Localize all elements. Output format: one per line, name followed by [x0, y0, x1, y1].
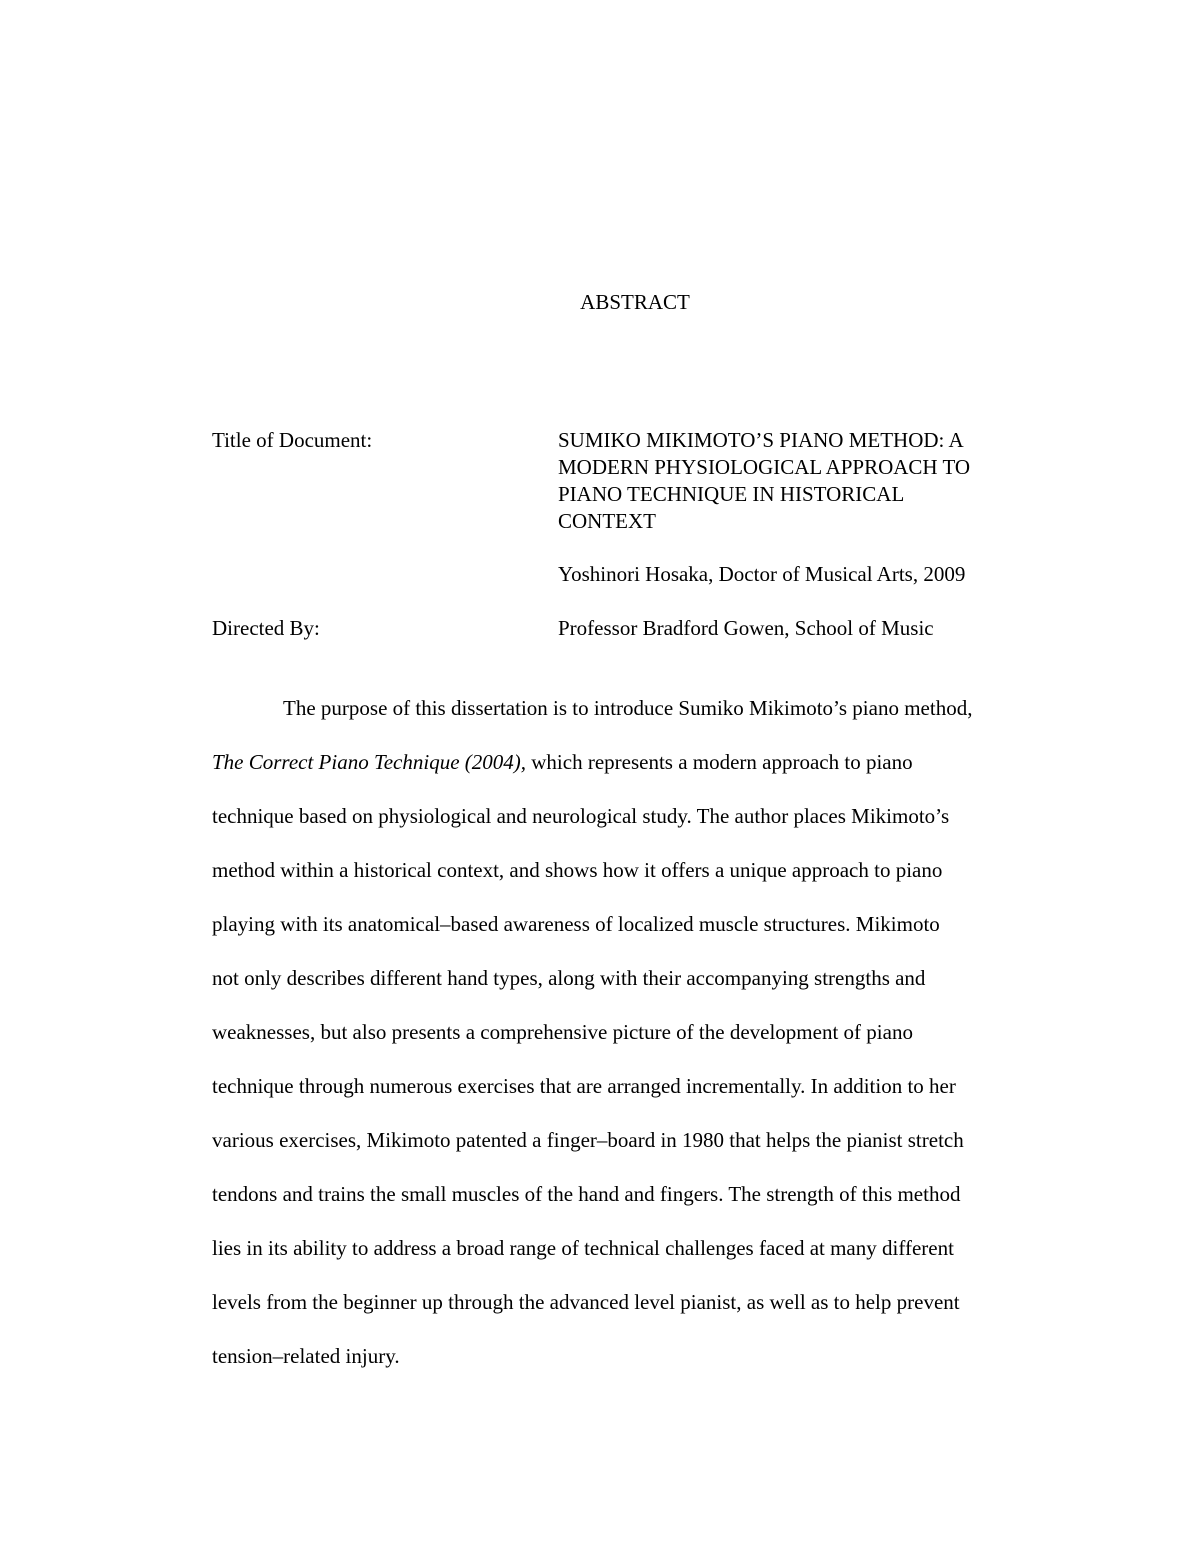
body-line: levels from the beginner up through the advanced level pianist, as well as to help prevent [212, 1290, 960, 1314]
body-line: various exercises, Mikimoto patented a finger–board in 1980 that helps the pianist stretch [212, 1128, 964, 1152]
author-line: Yoshinori Hosaka, Doctor of Musical Arts, 2009 [558, 562, 966, 586]
body-line: technique based on physiological and neurological study. The author places Mikimoto’s [212, 804, 950, 828]
title-label: Title of Document: [212, 428, 373, 452]
title-line: MODERN PHYSIOLOGICAL APPROACH TO [558, 455, 971, 479]
body-line: tension–related injury. [212, 1344, 400, 1368]
abstract-body [212, 691, 1072, 1393]
body-line: technique through numerous exercises that are arranged incrementally. In addition to her [212, 1074, 956, 1098]
directed-by-label: Directed By: [212, 616, 320, 640]
document-title [558, 427, 970, 535]
book-title: The Correct Piano Technique (2004), [212, 750, 526, 774]
body-line: The purpose of this dissertation is to introduce Sumiko Mikimoto’s piano method, [283, 696, 973, 720]
body-line: method within a historical context, and shows how it offers a unique approach to piano [212, 858, 943, 882]
body-line-rest: which represents a modern approach to piano [526, 750, 913, 774]
body-line: tendons and trains the small muscles of the hand and fingers. The strength of this method [212, 1182, 961, 1206]
body-line: not only describes different hand types, along with their accompanying strengths and [212, 966, 926, 990]
title-line: SUMIKO MIKIMOTO’S PIANO METHOD: A [558, 428, 964, 452]
body-line: weaknesses, but also presents a comprehensive picture of the development of piano [212, 1020, 913, 1044]
body-line: playing with its anatomical–based awareness of localized muscle structures. Mikimoto [212, 912, 940, 936]
director-name: Professor Bradford Gowen, School of Music [558, 616, 934, 640]
title-line: CONTEXT [558, 509, 656, 533]
body-line [212, 745, 1072, 799]
abstract-heading: ABSTRACT [580, 290, 690, 314]
title-line: PIANO TECHNIQUE IN HISTORICAL [558, 482, 905, 506]
body-line: lies in its ability to address a broad range of technical challenges faced at many different [212, 1236, 954, 1260]
